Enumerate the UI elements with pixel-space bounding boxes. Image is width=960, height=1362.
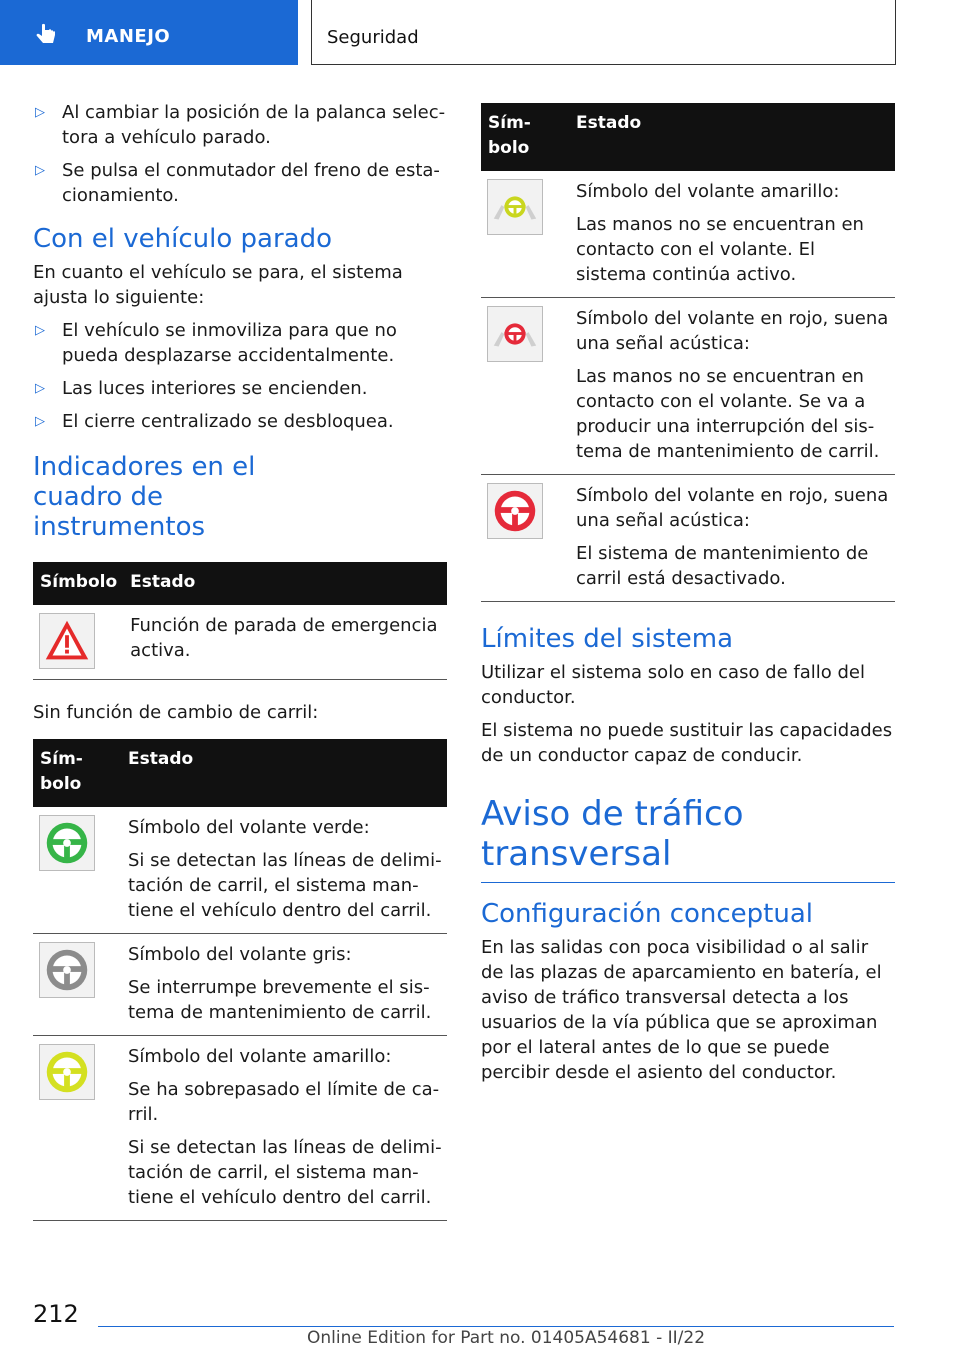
bullet-triangle-icon: ▷: [35, 105, 45, 120]
state-text: Las manos no se encuentran en contacto con el volante. Se va a producir una interrupción del sis‐tema de mantenimiento de carril.: [576, 366, 880, 462]
page-number: 212: [33, 1300, 79, 1328]
state-text: Símbolo del volante verde:: [128, 817, 370, 838]
state-text: Función de parada de emergencia activa.: [130, 615, 438, 661]
heading-configuracion: Configuración conceptual: [481, 899, 813, 929]
table-row: [481, 475, 895, 602]
heading-vehiculo-parado: Con el vehículo parado: [33, 224, 333, 254]
column-header-state: Estado: [123, 562, 447, 605]
symbol-table-lane: [33, 739, 447, 1221]
footer-divider: [98, 1326, 894, 1327]
steering-wheel-hands-red-icon: [487, 306, 543, 362]
list-item: ▷ Las luces interiores se encienden.: [35, 378, 368, 399]
column-header-state: Estado: [121, 739, 447, 807]
state-text: Símbolo del volante en rojo, suena una señal acústica:: [576, 308, 889, 354]
heading-limites: Límites del sistema: [481, 624, 734, 654]
steering-wheel-yellow-icon: [39, 1044, 95, 1100]
list-item: ▷ Al cambiar la posición de la palanca selec‐tora a vehículo parado.: [35, 102, 446, 148]
bullet-triangle-icon: ▷: [35, 323, 45, 338]
section-tab: [0, 0, 298, 65]
symbol-table-emergency: [33, 562, 447, 680]
bullet-triangle-icon: ▷: [35, 414, 45, 429]
table-row: [33, 934, 447, 1036]
state-text: Se ha sobrepasado el límite de ca‐rril.: [128, 1079, 440, 1125]
table-row: [481, 171, 895, 298]
list-item: ▷ Se pulsa el conmutador del freno de esta‐cionamiento.: [35, 160, 440, 206]
heading-indicadores: Indicadores en el cuadro de instrumentos: [33, 452, 256, 542]
paragraph: Utilizar el sistema solo en caso de fallo del conductor.: [481, 662, 866, 708]
column-header-symbol: Símbolo: [33, 562, 123, 605]
paragraph-sin-funcion: Sin función de cambio de carril:: [33, 702, 319, 723]
state-text: Símbolo del volante en rojo, suena una señal acústica:: [576, 485, 889, 531]
bullet-triangle-icon: ▷: [35, 163, 45, 178]
table-row: [33, 1036, 447, 1221]
hand-pointer-icon: [34, 22, 60, 48]
section-title: MANEJO: [86, 26, 171, 47]
state-text: Si se detectan las líneas de delimi‐tación de carril, el sistema man‐tiene el vehículo dentro del carril.: [128, 850, 442, 921]
state-text: Símbolo del volante amarillo:: [576, 181, 840, 202]
steering-wheel-green-icon: [39, 815, 95, 871]
steering-wheel-hands-yellow-icon: [487, 179, 543, 235]
footer-edition: Online Edition for Part no. 01405A54681 - II/22: [307, 1328, 706, 1348]
bullet-list-parado: [33, 318, 447, 434]
state-text: Se interrumpe brevemente el sis‐tema de mantenimiento de carril.: [128, 977, 432, 1023]
column-header-symbol: Sím‐bolo: [481, 103, 569, 171]
heading-aviso-trafico: Aviso de tráfico transversal: [481, 794, 895, 883]
state-text: El sistema de mantenimiento de carril está desactivado.: [576, 543, 869, 589]
left-column: [33, 100, 447, 1221]
table-row: [33, 807, 447, 934]
list-item: ▷ El vehículo se inmoviliza para que no pueda desplazarse accidentalmente.: [35, 320, 397, 366]
state-text: Símbolo del volante amarillo:: [128, 1046, 392, 1067]
steering-wheel-red-icon: [487, 483, 543, 539]
chapter-title: Seguridad: [327, 27, 419, 48]
column-header-state: Estado: [569, 103, 895, 171]
list-item: ▷ El cierre centralizado se desbloquea.: [35, 411, 394, 432]
paragraph: En las salidas con poca visibilidad o al salir de las plazas de aparcamiento en batería, el aviso de tráfico transversal detecta a los usuarios de la vía pública que se aproximan por el lateral antes de lo que se puede percibir desde el asiento del conductor.: [481, 937, 882, 1083]
chapter-tab: [311, 0, 896, 65]
warning-triangle-icon: [39, 613, 95, 669]
bullet-triangle-icon: ▷: [35, 381, 45, 396]
right-column: [481, 103, 895, 1093]
table-row: [481, 298, 895, 475]
steering-wheel-gray-icon: [39, 942, 95, 998]
state-text: Si se detectan las líneas de delimi‐tación de carril, el sistema man‐tiene el vehículo dentro del carril.: [128, 1137, 442, 1208]
symbol-table-hands: [481, 103, 895, 602]
paragraph: En cuanto el vehículo se para, el sistema ajusta lo siguiente:: [33, 262, 403, 308]
bullet-list-top: [33, 100, 447, 208]
state-text: Las manos no se encuentran en contacto con el volante. El sistema continúa activo.: [576, 214, 864, 285]
table-row: [33, 605, 447, 680]
state-text: Símbolo del volante gris:: [128, 944, 352, 965]
column-header-symbol: Sím‐bolo: [33, 739, 121, 807]
paragraph: El sistema no puede sustituir las capacidades de un conductor capaz de conducir.: [481, 720, 893, 766]
